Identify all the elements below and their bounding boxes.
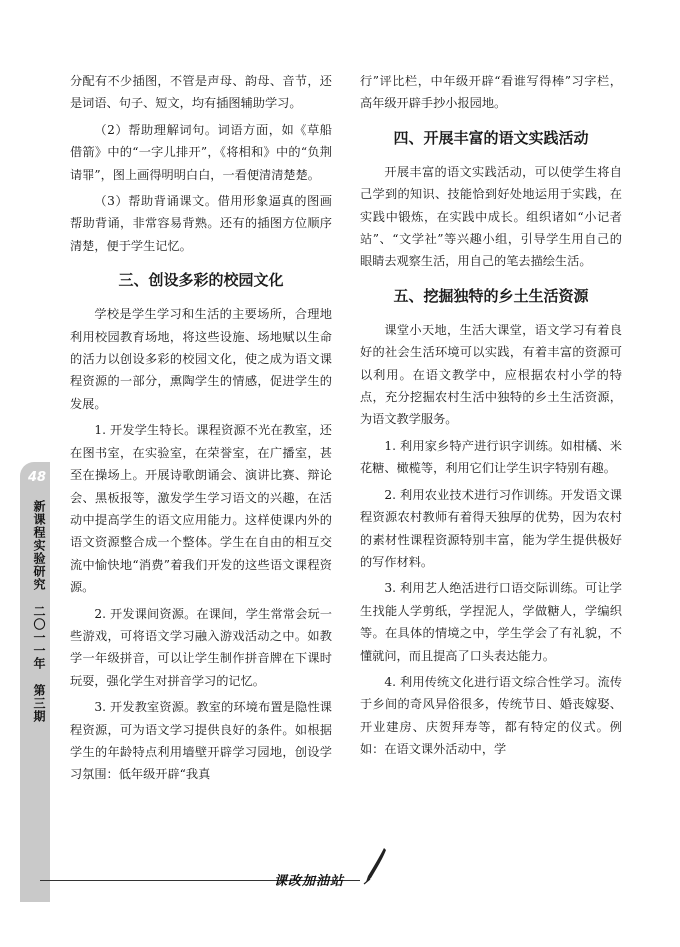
page-number: 48 bbox=[27, 470, 47, 485]
paragraph: 学校是学生学习和生活的主要场所，合理地利用校园教育场地，将这些设施、场地赋以生命的活力以创设多彩的校园文化，使之成为语文课程资源的一部分，熏陶学生的情感，促进学生的发展。 bbox=[70, 307, 332, 411]
paragraph: 3. 利用艺人绝活进行口语交际训练。可让学生找能人学剪纸，学捏泥人，学做糖人，学编织等。在具体的情境之中，学生学会了有礼貌，不懂就问，而且提高了口头表达能力。 bbox=[360, 581, 622, 663]
paragraph: （3）帮助背诵课文。借用形象逼真的图画帮助背诵，非常容易背熟。还有的插图方位顺序清楚，便于学生记忆。 bbox=[70, 194, 332, 253]
issue-year: 二〇一一年 bbox=[32, 605, 46, 670]
paragraph: 开展丰富的语文实践活动，可以使学生将自己学到的知识、技能恰到好处地运用于实践，在实践中锻炼，在实践中成长。组织诸如“小记者站”、“文学社”等兴趣小组，引导学生用自己的眼睛去观察生活，用自己的笔去描绘生活。 bbox=[360, 164, 622, 269]
journal-info-vertical bbox=[24, 500, 48, 723]
paragraph: 行”评比栏，中年级开辟“看谁写得棒”习字栏，高年级开辟手抄小报园地。 bbox=[360, 74, 622, 111]
paragraph: 2. 利用农业技术进行习作训练。开发语文课程资源农村教师有着得天独厚的优势，因为农村的素材性课程资源特别丰富，能为学生提供极好的写作材料。 bbox=[360, 487, 622, 569]
paragraph: 4. 利用传统文化进行语文综合性学习。流传于乡间的奇风异俗很多，传统节日、婚丧嫁娶、开业建房、庆贺拜寿等，都有特定的仪式。例如：在语文课外活动中，学 bbox=[360, 674, 622, 757]
right-column bbox=[360, 70, 622, 765]
paragraph: 1. 开发学生特长。课程资源不光在教室，还在图书室，在实验室，在荣誉室，在广播室，甚至在操场上。开展诗歌朗诵会、演讲比赛、辩论会、黑板报等，激发学生学习语文的兴趣，在活动中提高学生的语文应用能力。这样使课内外的语文资源整合成一个整体。学生在自由的相互交流中愉快地“消费”着我们开发的这些语文课程资源。 bbox=[70, 423, 332, 595]
issue-number: 第三期 bbox=[32, 684, 46, 723]
paragraph: 3. 开发教室资源。教室的环境布置是隐性课程资源，可为语文学习提供良好的条件。如根据学生的年龄特点利用墙壁开辟学习园地，创设学习氛围：低年级开辟“我真 bbox=[70, 700, 332, 782]
left-column bbox=[70, 70, 332, 790]
journal-name: 新课程实验研究 bbox=[32, 500, 46, 591]
pen-icon bbox=[362, 846, 388, 886]
paragraph: 课堂小天地，生活大课堂，语文学习有着良好的社会生活环境可以实践，有着丰富的资源可以利用。在语文教学中，应根据农村小学的特点，充分挖掘农村生活中独特的乡土生活资源，为语文教学服务。 bbox=[360, 322, 622, 427]
section-heading: 四、开展丰富的语文实践活动 bbox=[393, 128, 589, 147]
paragraph: 2. 开发课间资源。在课间，学生常常会玩一些游戏，可将语文学习融入游戏活动之中。如教学一年级拼音，可以让学生制作拼音牌在下课时玩耍，强化学生对拼音学习的记忆。 bbox=[70, 606, 332, 688]
footer-section-title: 课改加油站 bbox=[274, 874, 345, 889]
paragraph: （2）帮助理解词句。词语方面，如《草船借箭》中的“一字儿排开”，《将相和》中的“负荆请罪”，图上画得明明白白，一看便清清楚楚。 bbox=[70, 122, 332, 182]
section-heading: 五、挖掘独特的乡土生活资源 bbox=[393, 286, 589, 305]
section-heading: 三、创设多彩的校园文化 bbox=[118, 271, 284, 290]
paragraph: 1. 利用家乡特产进行识字训练。如柑橘、米花糖、橄榄等，利用它们让学生识字特别有趣。 bbox=[360, 438, 622, 476]
paragraph: 分配有不少插图，不管是声母、韵母、音节，还是词语、句子、短文，均有插图辅助学习。 bbox=[70, 74, 332, 111]
